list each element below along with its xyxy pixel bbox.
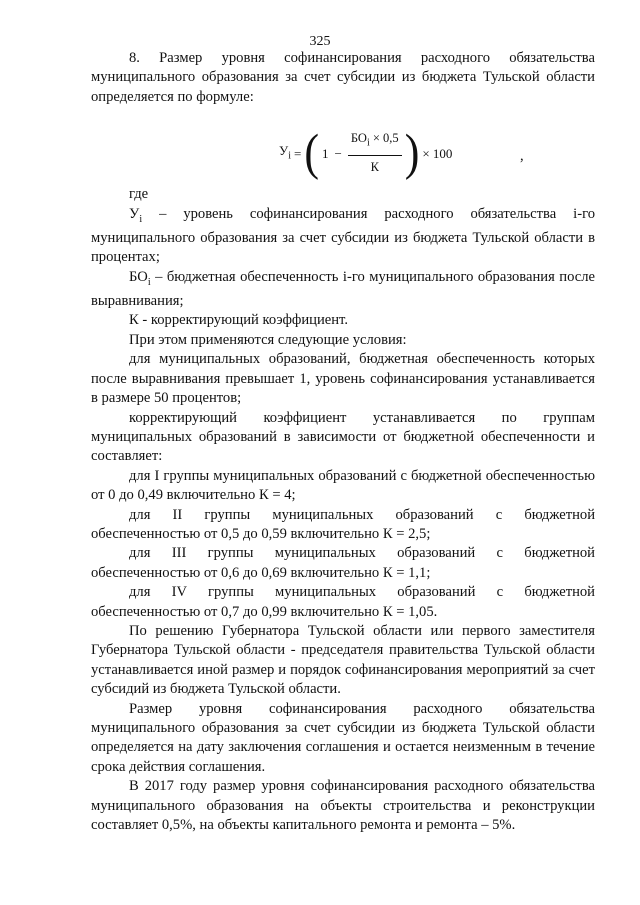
formula-lhs: $У_i$	[279, 142, 291, 162]
formula-one: 1	[322, 145, 329, 161]
definition-bo: $БО_i$ – бюджетная обеспеченность i-го муниципального образования после выравнивания;	[91, 268, 595, 310]
year-2017-rates: В 2017 году размер уровня софинансирования расходного обязательства муниципального образования на объекты строительства и реконструкции составляет 0,5%, на объекты капитального ремонта и ремонта – 5%.	[91, 778, 595, 834]
definition-k: К - корректирующий коэффициент.	[129, 312, 348, 329]
group-3: для III группы муниципальных образований с бюджетной обеспеченностью от 0,6 до 0,69 включительно К = 1,1;	[91, 545, 595, 581]
formula-fraction	[348, 129, 402, 177]
formula-numerator: $БО_i \times 0,5$	[348, 129, 402, 156]
condition-1: для муниципальных образований, бюджетная обеспеченность которых после выравнивания превышает 1, уровень софинансирования устанавливается в размере 50 процентов;	[91, 351, 595, 407]
document-body	[91, 49, 595, 835]
where-label: где	[129, 186, 149, 203]
condition-2: корректирующий коэффициент устанавливается по группам муниципальных образований в зависимости от бюджетной обеспеченности и составляет:	[91, 409, 595, 465]
conditions-intro: При этом применяются следующие условия:	[129, 331, 407, 348]
formula-equals: =	[294, 145, 302, 161]
formula-block	[91, 107, 595, 185]
formula-denominator: К	[370, 160, 379, 175]
governor-decision: По решению Губернатора Тульской области или первого заместителя Губернатора Тульской области - председателя правительства Тульской области устанавливается иной размер и порядок софинансирования мероприятий за счет субсидий из бюджета Тульской области.	[91, 622, 595, 698]
formula-comma: ,	[520, 148, 524, 165]
group-4: для IV группы муниципальных образований с бюджетной обеспеченностью от 0,7 до 0,99 включительно К = 1,05.	[91, 584, 595, 620]
group-1: для I группы муниципальных образований с бюджетной обеспеченностью от 0 до 0,49 включительно К = 4;	[91, 467, 595, 504]
definition-u: $У_i$ – уровень софинансирования расходного обязательства i-го муниципального образования за счет субсидии из бюджета Тульской области в процентах;	[91, 205, 595, 266]
group-2: для II группы муниципальных образований с бюджетной обеспеченностью от 0,5 до 0,59 включительно К = 2,5;	[91, 506, 595, 542]
formula-right-paren: )	[404, 124, 420, 181]
formula-times-100: × 100	[422, 145, 453, 161]
formula-left-paren: (	[304, 124, 319, 181]
cofinancing-formula	[279, 124, 455, 181]
formula-minus: −	[334, 145, 342, 161]
page-number: 325	[309, 34, 331, 49]
fixed-level: Размер уровня софинансирования расходного обязательства муниципального образования за счет субсидии из бюджета Тульской области определяется на дату заключения соглашения и остается неизменным в течение срока действия соглашения.	[91, 700, 595, 775]
paragraph-8: 8. Размер уровня софинансирования расходного обязательства муниципального образования за счет субсидии из бюджета Тульской области определяется по формуле:	[91, 50, 595, 105]
